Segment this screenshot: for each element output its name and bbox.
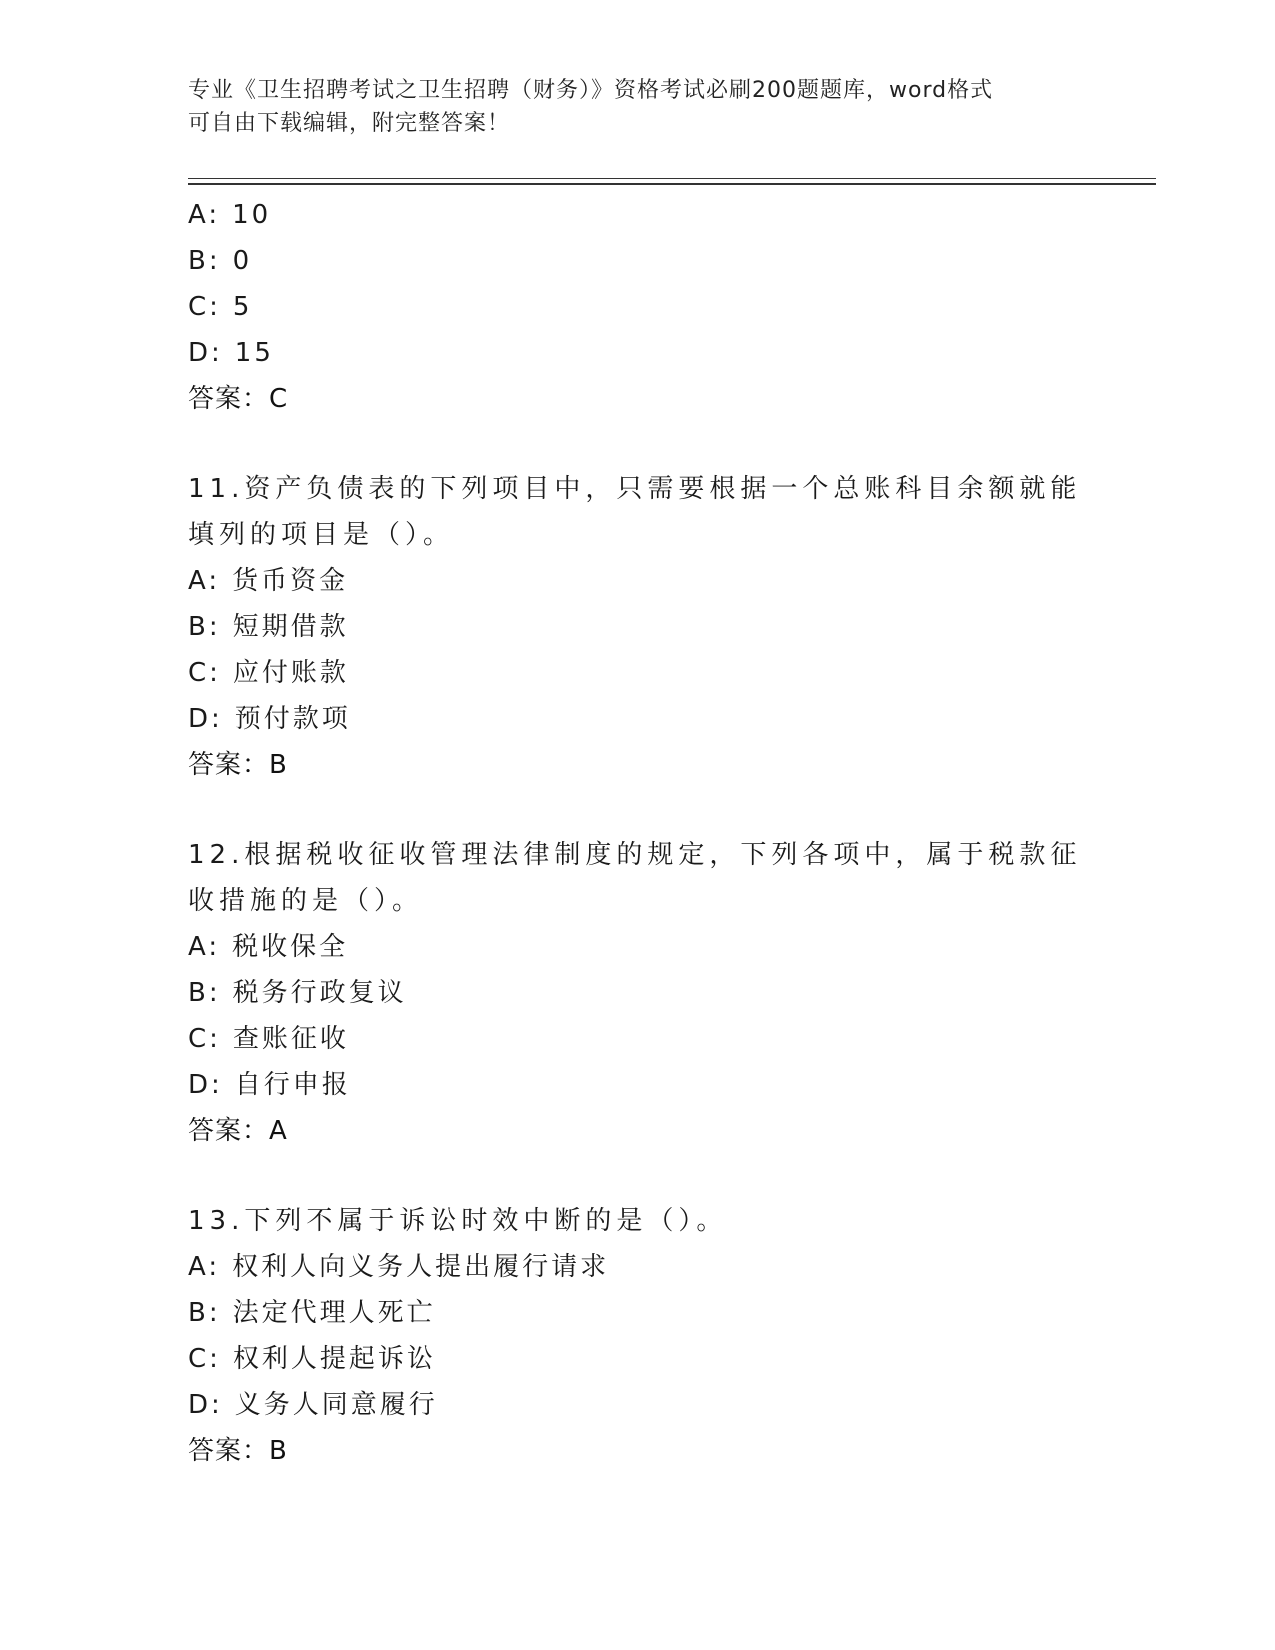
option-text: 0 (232, 246, 253, 276)
option-letter: B: (188, 246, 221, 276)
option-b (188, 970, 1088, 1016)
option-c (188, 1336, 1088, 1382)
option-text: 预付款项 (234, 704, 351, 734)
answer-line: 答案：A (188, 1116, 288, 1146)
option-letter: D: (188, 338, 223, 368)
option-text: 权利人提起诉讼 (232, 1344, 436, 1374)
option-text: 法定代理人死亡 (232, 1298, 436, 1328)
option-a (188, 924, 1088, 970)
option-letter: A: (188, 200, 221, 230)
header-title-line-1: 专业《卫生招聘考试之卫生招聘（财务）》资格考试必刷200题题库，word格式 (188, 78, 994, 103)
option-text: 权利人向义务人提出履行请求 (232, 1252, 610, 1282)
option-d (188, 696, 1088, 742)
question-stem: 13.下列不属于诉讼时效中断的是（）。 (188, 1206, 728, 1236)
document-header (188, 74, 1088, 140)
option-letter: C: (188, 1024, 221, 1054)
option-letter: B: (188, 612, 221, 642)
option-a (188, 558, 1088, 604)
option-d (188, 1382, 1088, 1428)
option-text: 应付账款 (232, 658, 349, 688)
option-text: 自行申报 (234, 1070, 351, 1100)
option-letter: B: (188, 978, 221, 1008)
option-c (188, 1016, 1088, 1062)
option-letter: C: (188, 292, 221, 322)
option-letter: C: (188, 658, 221, 688)
option-text: 短期借款 (232, 612, 349, 642)
option-b (188, 604, 1088, 650)
option-text: 5 (232, 292, 253, 322)
question-block-prev (188, 192, 1088, 422)
answer-line: 答案：B (188, 1436, 288, 1466)
option-b (188, 238, 1088, 284)
option-d (188, 1062, 1088, 1108)
option-text: 税务行政复议 (232, 978, 407, 1008)
option-text: 税收保全 (232, 932, 349, 962)
option-text: 义务人同意履行 (234, 1390, 438, 1420)
question-block-13 (188, 1198, 1088, 1474)
option-letter: D: (188, 704, 223, 734)
answer-line: 答案：B (188, 750, 288, 780)
option-c (188, 650, 1088, 696)
header-divider-thick (188, 183, 1156, 185)
question-stem: 11.资产负债表的下列项目中，只需要根据一个总账科目余额就能填列的项目是（）。 (188, 474, 1082, 550)
option-a (188, 1244, 1088, 1290)
answer-line: 答案：C (188, 384, 289, 414)
question-stem: 12.根据税收征收管理法律制度的规定，下列各项中，属于税款征收措施的是（）。 (188, 840, 1082, 916)
question-block-11 (188, 466, 1088, 788)
option-b (188, 1290, 1088, 1336)
option-letter: A: (188, 1252, 221, 1282)
option-text: 15 (234, 338, 274, 368)
option-letter: B: (188, 1298, 221, 1328)
option-letter: D: (188, 1070, 223, 1100)
option-text: 货币资金 (232, 566, 349, 596)
header-divider-thin (188, 178, 1156, 179)
question-block-12 (188, 832, 1088, 1154)
option-letter: A: (188, 566, 221, 596)
option-d (188, 330, 1088, 376)
header-title-line-2: 可自由下载编辑，附完整答案！ (188, 111, 511, 136)
option-text: 查账征收 (232, 1024, 349, 1054)
option-letter: C: (188, 1344, 221, 1374)
option-c (188, 284, 1088, 330)
question-list (188, 192, 1088, 1474)
option-letter: A: (188, 932, 221, 962)
option-letter: D: (188, 1390, 223, 1420)
option-text: 10 (232, 200, 272, 230)
option-a (188, 192, 1088, 238)
